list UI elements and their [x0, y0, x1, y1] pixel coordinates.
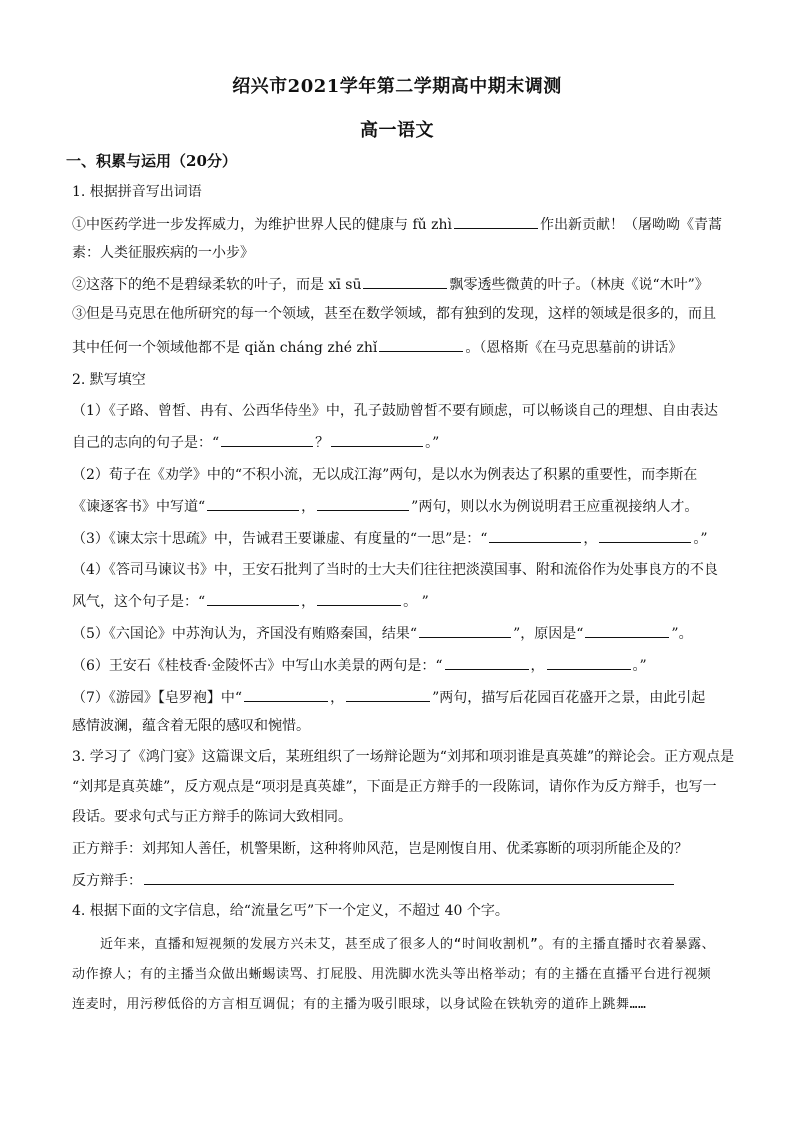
- answer-blank[interactable]: [317, 591, 401, 606]
- answer-blank[interactable]: [585, 623, 669, 638]
- answer-blank[interactable]: [454, 214, 538, 229]
- answer-blank[interactable]: [207, 591, 299, 606]
- answer-blank[interactable]: [317, 496, 409, 511]
- section-heading: 一、积累与运用（20分）: [66, 152, 237, 170]
- q1-item2-text-2: 飘零透些微黄的叶子。（林庚《说“木叶”》: [449, 277, 709, 293]
- answer-blank[interactable]: [331, 432, 423, 447]
- q1-item2-text: ②这落下的绝不是碧绿柔软的叶子，而是 xī sū: [72, 277, 362, 293]
- q3-con-answer: [72, 870, 722, 890]
- answer-blank[interactable]: [244, 687, 328, 702]
- q2-s2-line1: （2）荀子在《劝学》中的“不积小流，无以成江海”两句，是以水为例表达了积累的重要性，而李斯在: [72, 467, 698, 483]
- q3-line1: 3. 学习了《鸿门宴》这篇课文后，某班组织了一场辩论题为“刘邦和项羽谁是真英雄”的辩论会。正方观点是: [72, 749, 735, 765]
- q1-item1-text-2: 作出新贡献！（屠呦呦《青蒿: [539, 217, 722, 233]
- q1-item3-cont: [72, 337, 722, 357]
- q2-s3: （3）《谏太宗十思疏》中，告诫君王要谦虚、有度量的“一思”是：“ ， 。”: [72, 528, 722, 548]
- answer-line[interactable]: [144, 870, 674, 885]
- q3-pro-statement: 正方辩手：刘邦知人善任，机警果断，这种将帅风范，岂是刚愎自用、优柔寡断的项羽所能企及的？: [72, 841, 688, 857]
- q2-s7-line2: 感情波澜，蕴含着无限的感叹和惋惜。: [72, 718, 310, 734]
- q1-label: 1. 根据拼音写出词语: [72, 184, 202, 200]
- answer-blank[interactable]: [489, 528, 581, 543]
- q2-s7-line1: （7）《游园》【皂罗袍】中“ ， ”两句，描写后花园百花盛开之景，由此引起: [72, 687, 722, 707]
- q2-s1-line2: 自己的志向的句子是：“ ？ 。”: [72, 432, 722, 452]
- answer-blank[interactable]: [221, 432, 313, 447]
- answer-blank[interactable]: [379, 337, 463, 352]
- q1-item2: [72, 274, 722, 294]
- q1-item3-text-2: 。（恩格斯《在马克思墓前的讲话》: [465, 340, 683, 356]
- q1-item1: [72, 214, 722, 234]
- q1-item3-text: 其中任何一个领域他都不是 qiǎn cháng zhé zhǐ: [72, 340, 378, 356]
- exam-subject: 高一语文: [360, 120, 434, 141]
- q3-line2: “刘邦是真英雄”，反方观点是“项羽是真英雄”，下面是正方辩手的一段陈词，请你作为反方辩手，也写一: [72, 779, 717, 795]
- q2-label: 2. 默写填空: [72, 372, 146, 388]
- q4-label: 4. 根据下面的文字信息，给“流量乞丐”下一个定义，不超过 40 个字。: [72, 903, 509, 919]
- q4-passage: 近年来，直播和短视频的发展方兴未艾，甚至成了很多人的“时间收割机”。有的主播直播时衣着暴露、动作撩人；有的主播当众做出蜥蜴读骂、打屁股、用洗脚水洗头等出格举动；有的主播在直播平台进行视频连麦时，用污秽低俗的方言相互调侃；有的主播为吸引眼球，以身试险在铁轨旁的道砟上跳舞……: [72, 937, 716, 1012]
- q3-line3: 段话。要求句式与正方辩手的陈词大致相同。: [72, 809, 352, 825]
- q2-s4-line2: 风气，这个句子是：“ ， 。 ”: [72, 591, 722, 611]
- answer-blank[interactable]: [445, 655, 529, 670]
- q1-item1-cont: 素：人类征服疾病的一小步》: [72, 245, 254, 261]
- q3-con-label: 反方辩手：: [72, 873, 142, 889]
- q2-s1-line1: （1）《子路、曾皙、冉有、公西华侍坐》中，孔子鼓励曾皙不要有顾虑，可以畅谈自己的理想、自由表达: [72, 403, 718, 419]
- exam-title: 绍兴市2021学年第二学期高中期末调测: [232, 76, 562, 97]
- answer-blank[interactable]: [363, 274, 447, 289]
- q1-item1-text: ①中医药学进一步发挥威力，为维护世界人民的健康与 fǔ zhì: [72, 217, 452, 233]
- q1-item3: ③但是马克思在他所研究的每一个领域，甚至在数学领域，都有独到的发现，这样的领域是很多的，而且: [72, 306, 716, 322]
- q2-s2-line2: 《谏逐客书》中写道“ ， ”两句，则以水为例说明君王应重视接纳人才。: [72, 496, 722, 516]
- answer-blank[interactable]: [599, 528, 691, 543]
- answer-blank[interactable]: [346, 687, 430, 702]
- answer-blank[interactable]: [419, 623, 511, 638]
- answer-blank[interactable]: [547, 655, 631, 670]
- q2-s4-line1: （4）《答司马谏议书》中，王安石批判了当时的士大夫们往往把淡漠国事、附和流俗作为处事良方的不良: [72, 562, 718, 578]
- q2-s6: （6）王安石《桂枝香·金陵怀古》中写山水美景的两句是：“ ， 。”: [72, 655, 722, 675]
- answer-blank[interactable]: [207, 496, 299, 511]
- q2-s5: （5）《六国论》中苏洵认为，齐国没有贿赂秦国，结果“ ”，原因是“ ”。: [72, 623, 722, 643]
